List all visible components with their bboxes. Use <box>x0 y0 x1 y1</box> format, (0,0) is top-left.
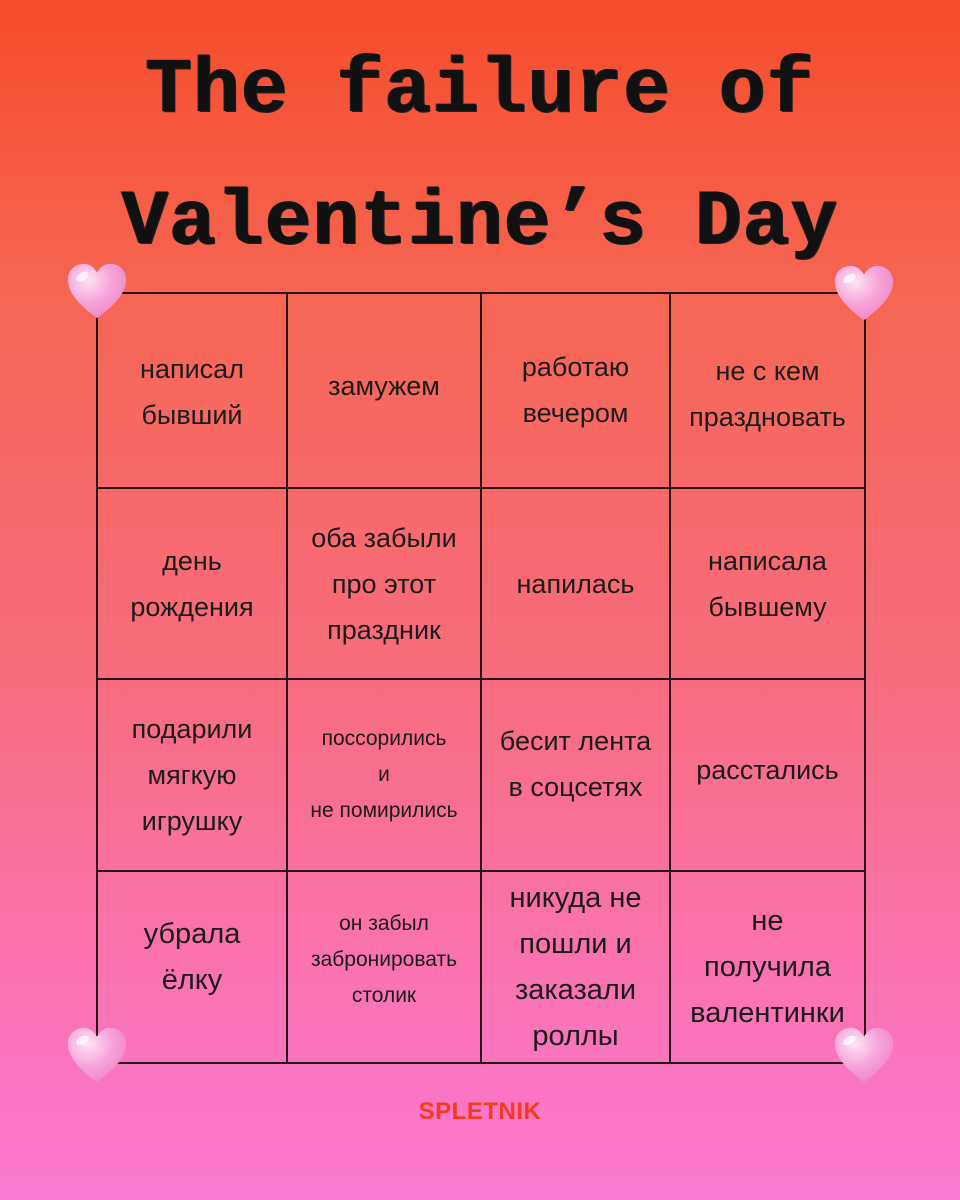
bingo-cell: работаю вечером <box>482 294 671 489</box>
bingo-cell: подарили мягкую игрушку <box>98 680 288 872</box>
brand-logo: SPLETNIK <box>418 1098 542 1125</box>
bingo-cell: написала бывшему <box>671 489 866 680</box>
bingo-cell: оба забыли про этот праздник <box>288 489 482 680</box>
bingo-grid <box>96 292 864 1062</box>
bingo-cell: убрала ёлку <box>98 872 288 1064</box>
bingo-cell: расстались <box>671 680 866 872</box>
bingo-cell: поссорились и не помирились <box>288 680 482 872</box>
bingo-cell: не с кем праздновать <box>671 294 866 489</box>
title-line-2: Valentine’s Day <box>121 179 839 267</box>
title-line-1: The failure of <box>145 47 815 135</box>
heart-icon <box>833 1024 895 1086</box>
bingo-cell: не получила валентинки <box>671 872 866 1064</box>
bingo-cell: он забыл забронировать столик <box>288 872 482 1064</box>
heart-icon <box>66 260 128 322</box>
bingo-cell: день рождения <box>98 489 288 680</box>
bingo-cell: написал бывший <box>98 294 288 489</box>
heart-icon <box>66 1024 128 1086</box>
bingo-cell: напилась <box>482 489 671 680</box>
bingo-cell: замужем <box>288 294 482 489</box>
bingo-cell: бесит лента в соцсетях <box>482 680 671 872</box>
bingo-cell: никуда не пошли и заказали роллы <box>482 872 671 1064</box>
heart-icon <box>833 262 895 324</box>
